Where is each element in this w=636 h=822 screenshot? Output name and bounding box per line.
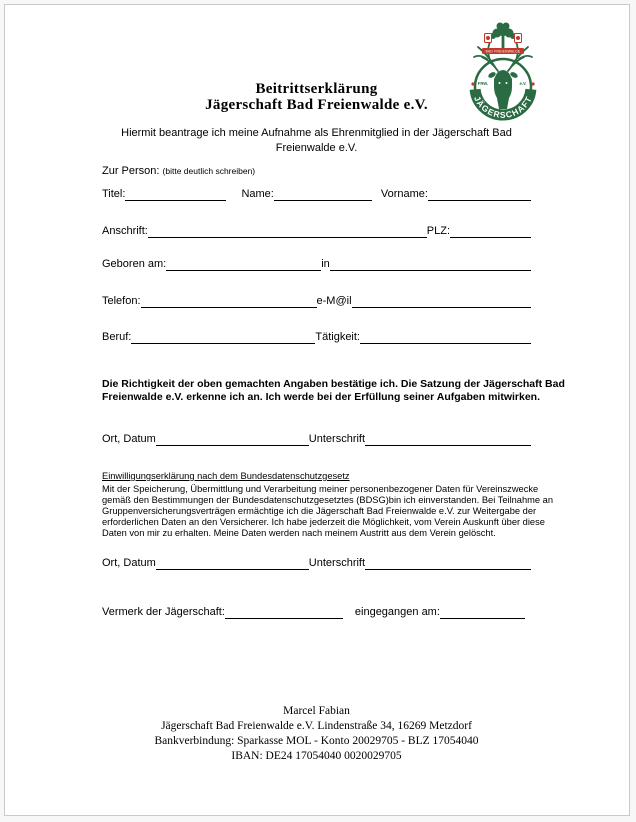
footer-bank-details: Bankverbindung: Sparkasse MOL - Konto 20029705 - BLZ 17054040 [154, 735, 479, 747]
footer-iban: IBAN: DE24 17054040 0020029705 [231, 750, 402, 762]
person-heading-hint: (bitte deutlich schreiben) [162, 166, 256, 176]
privacy-line-3: Gruppenversicherungsverträgen ermächtige ich die Jägerschaft Bad Freienwalde e.V. zur Weitergabe der [102, 506, 537, 516]
telefon-field-line [141, 294, 317, 308]
remark-row [102, 604, 531, 619]
footer-contact-name: Marcel Fabian [283, 705, 350, 717]
footer-address: Jägerschaft Bad Freienwalde e.V. Lindenstraße 34, 16269 Metzdorf [161, 720, 472, 732]
titel-field-line [125, 187, 226, 201]
privacy-line-5: Daten von mir zu erhalten. Meine Daten werden nach meinem Austritt aus dem Verein gelöscht. [102, 528, 496, 538]
intro-line-1: Hiermit beantrage ich meine Aufnahme als Ehrenmitglied in der Jägerschaft Bad [121, 127, 512, 139]
vermerk-field-line [225, 605, 343, 619]
taetigkeit-field-line [360, 330, 531, 344]
geburtsort-field-line [330, 257, 531, 271]
email-field-line [352, 294, 531, 308]
crest-right-abbr: e.V. [519, 81, 527, 86]
row-telefon-email [102, 293, 531, 308]
plz-label: PLZ: [426, 225, 450, 237]
person-heading-label: Zur Person: [102, 165, 160, 177]
eingegangen-am-label: eingegangen am: [354, 606, 440, 618]
person-section-heading [102, 165, 531, 177]
name-label: Name: [241, 188, 274, 200]
row-titel-name-vorname [102, 186, 531, 201]
privacy-heading: Einwilligungserklärung nach dem Bundesdatenschutzgesetz [102, 471, 350, 481]
telefon-label: Telefon: [102, 295, 141, 307]
anschrift-label: Anschrift: [102, 225, 148, 237]
privacy-section [102, 471, 553, 539]
signature-row-2 [102, 555, 531, 570]
document-page [4, 4, 630, 816]
unterschrift-label-2: Unterschrift [308, 557, 366, 569]
document-title [102, 81, 531, 113]
in-label: in [321, 258, 330, 270]
title-line-1: Beitrittserklärung [255, 81, 378, 97]
ort-datum-field-line-1 [156, 432, 309, 446]
name-field-line [274, 187, 372, 201]
row-anschrift-plz [102, 223, 531, 238]
email-label: e-M@il [316, 295, 352, 307]
crest-left-abbr: FRW. [477, 81, 489, 86]
beruf-field-line [131, 330, 315, 344]
signature-row-1 [102, 431, 531, 446]
vorname-label: Vorname: [380, 188, 428, 200]
row-geboren-in [102, 256, 531, 271]
unterschrift-field-line-2 [365, 556, 531, 570]
declaration-line-2: Freienwalde e.V. erkenne ich an. Ich werde bei der Erfüllung seiner Aufgaben mitwirken. [102, 391, 541, 403]
titel-label: Titel: [102, 188, 126, 200]
banner-text: BAD FREIENWALDE [485, 49, 521, 54]
unterschrift-label-1: Unterschrift [308, 433, 366, 445]
plz-field-line [450, 224, 531, 238]
intro-line-2: Freienwalde e.V. [275, 142, 358, 154]
privacy-line-4: erforderlichen Daten an den Versicherer. Ich habe jederzeit die Möglichkeit, vom Verein Auskunft über diese [102, 517, 545, 527]
row-beruf-taetigkeit [102, 329, 531, 344]
beruf-label: Beruf: [102, 331, 132, 343]
footer [102, 704, 531, 764]
vermerk-label: Vermerk der Jägerschaft: [102, 606, 225, 618]
ort-datum-label-1: Ort, Datum [102, 433, 156, 445]
eingegangen-am-field-line [440, 605, 525, 619]
declaration-line-1: Die Richtigkeit der oben gemachten Angaben bestätige ich. Die Satzung der Jägerschaft Bad [102, 378, 565, 390]
geboren-am-label: Geboren am: [102, 258, 167, 270]
crest-arc-text: JÄGERSCHAFT [472, 94, 534, 120]
privacy-line-2: gemäß den Bestimmungen der Bundesdatenschutzgesetztes (BDSG)bin ich einverstanden. Bei Teilnahme an [102, 495, 553, 505]
anschrift-field-line [148, 224, 427, 238]
taetigkeit-label: Tätigkeit: [315, 331, 360, 343]
ort-datum-label-2: Ort, Datum [102, 557, 156, 569]
geboren-am-field-line [166, 257, 321, 271]
title-line-2: Jägerschaft Bad Freienwalde e.V. [205, 97, 428, 113]
privacy-line-1: Mit der Speicherung, Übermittlung und Verarbeitung meiner personenbezogener Daten für Vereinszwecke [102, 484, 539, 494]
declaration-paragraph [102, 378, 565, 404]
unterschrift-field-line-1 [365, 432, 531, 446]
ort-datum-field-line-2 [156, 556, 309, 570]
intro-paragraph [102, 126, 531, 156]
vorname-field-line [428, 187, 531, 201]
